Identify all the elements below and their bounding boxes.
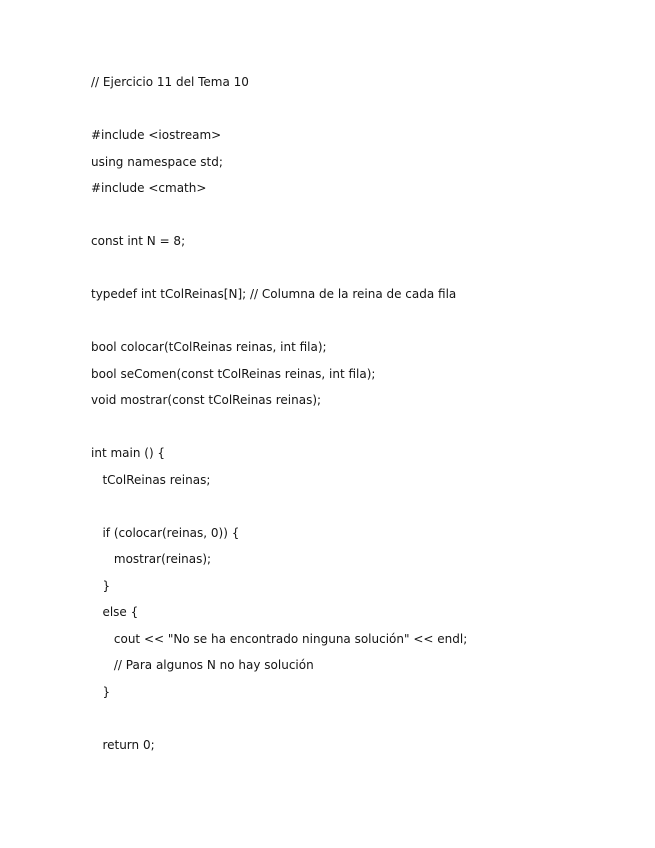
code-line: int main () { xyxy=(91,446,166,460)
code-line: #include <cmath> xyxy=(91,181,207,195)
code-line: void mostrar(const tColReinas reinas); xyxy=(91,393,322,407)
code-line: else { xyxy=(91,605,139,619)
code-line: typedef int tColReinas[N]; // Columna de la reina de cada fila xyxy=(91,287,457,301)
code-line: return 0; xyxy=(91,737,155,752)
code-line: } xyxy=(91,684,111,699)
code-line: using namespace std; xyxy=(91,154,223,169)
code-listing xyxy=(91,73,467,762)
code-line: tColReinas reinas; xyxy=(91,472,211,487)
code-line xyxy=(91,497,467,524)
code-line: // Ejercicio 11 del Tema 10 xyxy=(91,75,249,89)
code-line xyxy=(91,100,467,127)
code-line xyxy=(91,312,467,339)
code-line: bool seComen(const tColReinas reinas, int fila); xyxy=(91,366,376,381)
code-line: if (colocar(reinas, 0)) { xyxy=(91,525,240,540)
code-line: #include <iostream> xyxy=(91,128,222,142)
code-line xyxy=(91,259,467,286)
code-line xyxy=(91,206,467,233)
code-line: mostrar(reinas); xyxy=(91,552,212,566)
code-line: const int N = 8; xyxy=(91,234,186,248)
code-line: // Para algunos N no hay solución xyxy=(91,658,314,672)
code-line: cout << "No se ha encontrado ninguna solución" << endl; xyxy=(91,631,468,646)
code-line xyxy=(91,418,467,445)
code-line: bool colocar(tColReinas reinas, int fila); xyxy=(91,340,327,354)
code-line xyxy=(91,709,467,736)
code-line: } xyxy=(91,578,111,593)
